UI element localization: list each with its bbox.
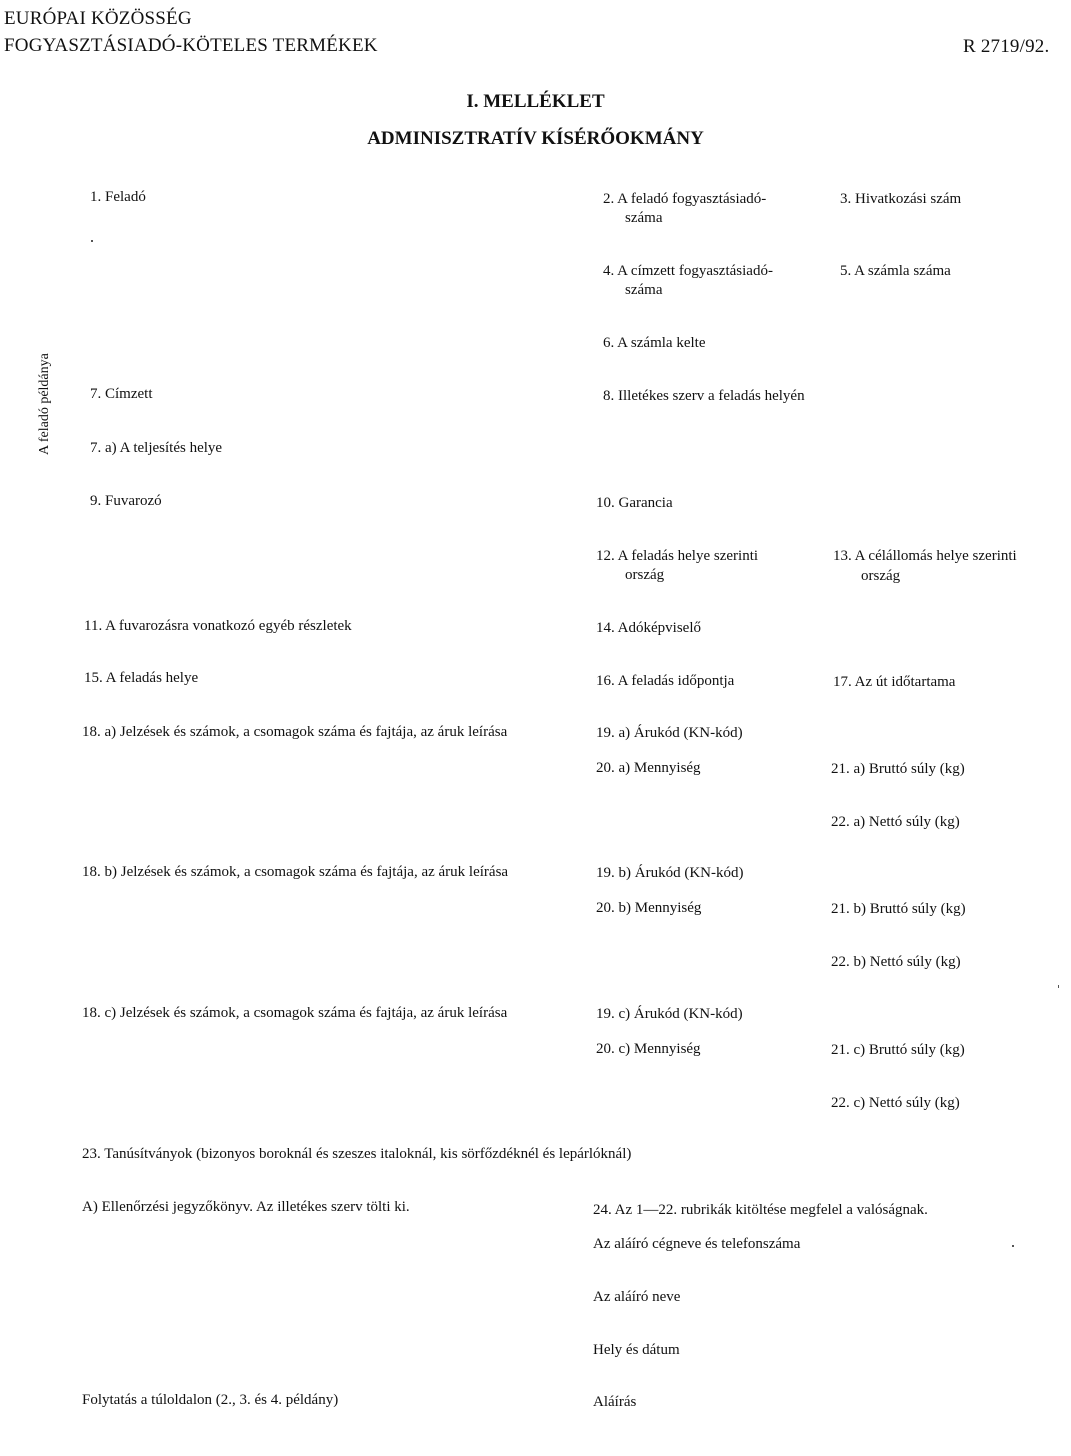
scan-speck — [91, 240, 93, 242]
header-category: FOGYASZTÁSIADÓ-KÖTELES TERMÉKEK — [4, 35, 378, 56]
place-and-date: Hely és dátum — [593, 1342, 680, 1358]
field-18c-goods-description: 18. c) Jelzések és számok, a csomagok száma és fajtája, az áruk leírása — [82, 1005, 508, 1021]
document-title: ADMINISZTRATÍV KÍSÉRŐOKMÁNY — [367, 128, 704, 149]
field-1-consignor: 1. Feladó — [90, 189, 146, 205]
field-10-guarantee: 10. Garancia — [596, 495, 673, 511]
signer-name: Az aláíró neve — [593, 1289, 681, 1305]
field-18a-goods-description: 18. a) Jelzések és számok, a csomagok száma és fajtája, az áruk leírása — [82, 724, 508, 740]
field-14-tax-representative: 14. Adóképviselő — [596, 620, 701, 636]
field-2-consignor-excise-number-cont: száma — [625, 210, 663, 226]
field-20b-quantity: 20. b) Mennyiség — [596, 900, 702, 916]
field-11-transport-details: 11. A fuvarozásra vonatkozó egyéb részletek — [84, 618, 352, 634]
field-21c-gross-weight: 21. c) Bruttó súly (kg) — [831, 1042, 965, 1058]
scan-speck — [1012, 1245, 1014, 1247]
field-16-date-of-dispatch: 16. A feladás időpontja — [596, 673, 735, 689]
field-3-reference-number: 3. Hivatkozási szám — [840, 191, 962, 207]
field-20a-quantity: 20. a) Mennyiség — [596, 760, 701, 776]
section-a-control-report: A) Ellenőrzési jegyzőkönyv. Az illetékes szerv tölti ki. — [82, 1199, 410, 1215]
field-21a-gross-weight: 21. a) Bruttó súly (kg) — [831, 761, 965, 777]
field-13-country-of-destination: 13. A célállomás helye szerinti — [833, 548, 1017, 564]
regulation-reference: R 2719/92. — [963, 36, 1050, 57]
field-23-certificates: 23. Tanúsítványok (bizonyos boroknál és szeszes italoknál, kis sörfőzdéknél és lepárlóknál) — [82, 1146, 632, 1162]
field-7a-place-of-delivery: 7. a) A teljesítés helye — [90, 440, 223, 456]
signer-company-phone: Az aláíró cégneve és telefonszáma — [593, 1236, 801, 1252]
field-4-consignee-excise-number-cont: száma — [625, 282, 663, 298]
field-22b-net-weight: 22. b) Nettó súly (kg) — [831, 954, 961, 970]
field-19b-cn-code: 19. b) Árukód (KN-kód) — [596, 865, 744, 881]
field-9-carrier: 9. Fuvarozó — [90, 493, 162, 509]
field-19c-cn-code: 19. c) Árukód (KN-kód) — [596, 1006, 743, 1022]
signature: Aláírás — [593, 1394, 637, 1410]
field-8-competent-authority: 8. Illetékes szerv a feladás helyén — [603, 388, 805, 404]
scan-speck — [1058, 985, 1059, 988]
field-24-declaration: 24. Az 1—22. rubrikák kitöltése megfelel a valóságnak. — [593, 1202, 928, 1218]
field-2-consignor-excise-number: 2. A feladó fogyasztásiadó- — [603, 191, 767, 207]
field-20c-quantity: 20. c) Mennyiség — [596, 1041, 701, 1057]
field-17-journey-duration: 17. Az út időtartama — [833, 674, 956, 690]
field-12-country-of-dispatch-cont: ország — [625, 567, 665, 583]
field-21b-gross-weight: 21. b) Bruttó súly (kg) — [831, 901, 966, 917]
field-5-invoice-number: 5. A számla száma — [840, 263, 951, 279]
field-22c-net-weight: 22. c) Nettó súly (kg) — [831, 1095, 960, 1111]
field-15-place-of-dispatch: 15. A feladás helye — [84, 670, 199, 686]
continued-overleaf-note: Folytatás a túloldalon (2., 3. és 4. példány) — [82, 1392, 339, 1408]
copy-label-vertical: A feladó példánya — [37, 353, 52, 455]
annex-title: I. MELLÉKLET — [466, 91, 605, 112]
field-19a-cn-code: 19. a) Árukód (KN-kód) — [596, 725, 743, 741]
field-4-consignee-excise-number: 4. A címzett fogyasztásiadó- — [603, 263, 773, 279]
field-13-country-of-destination-cont: ország — [861, 568, 901, 584]
field-6-invoice-date: 6. A számla kelte — [603, 335, 706, 351]
field-12-country-of-dispatch: 12. A feladás helye szerinti — [596, 548, 759, 564]
field-18b-goods-description: 18. b) Jelzések és számok, a csomagok száma és fajtája, az áruk leírása — [82, 864, 509, 880]
field-7-consignee: 7. Címzett — [90, 386, 153, 402]
header-community: EURÓPAI KÖZÖSSÉG — [4, 8, 192, 29]
field-22a-net-weight: 22. a) Nettó súly (kg) — [831, 814, 960, 830]
